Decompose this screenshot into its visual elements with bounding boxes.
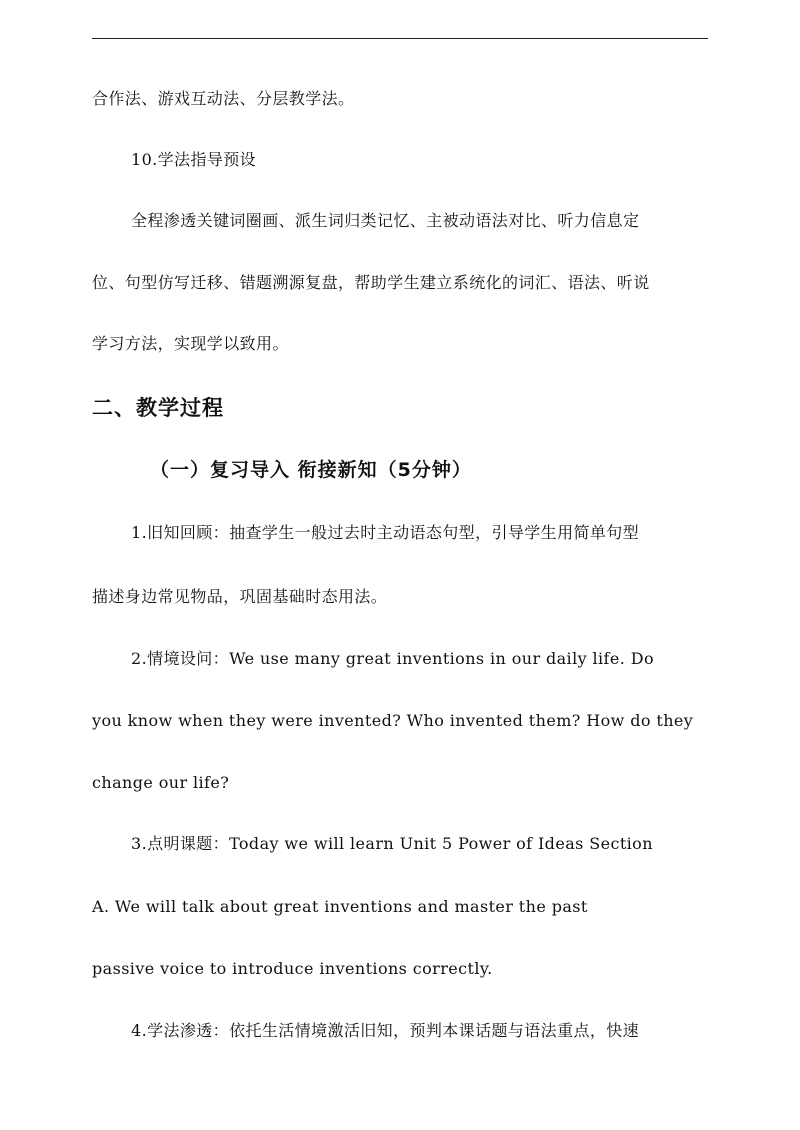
item-3-line-1: 3.点明课题：Today we will learn Unit 5 Power of Ideas Section	[131, 834, 653, 853]
continuation-line: 合作法、游戏互动法、分层教学法。	[92, 89, 355, 108]
section-10-heading: 10.学法指导预设	[131, 150, 257, 169]
section-10-para-line-1: 全程渗透关键词圈画、派生词归类记忆、主被动语法对比、听力信息定	[131, 211, 640, 230]
item-1-line-1: 1.旧知回顾：抽查学生一般过去时主动语态句型，引导学生用简单句型	[131, 523, 640, 542]
item-1-line-2: 描述身边常见物品，巩固基础时态用法。	[92, 587, 388, 606]
part-2-title: 二、教学过程	[92, 396, 224, 420]
item-3-line-3: passive voice to introduce inventions correctly.	[92, 959, 493, 978]
item-2-line-2: you know when they were invented? Who invented them? How do they	[92, 711, 694, 730]
section-10-para-line-2: 位、句型仿写迁移、错题溯源复盘，帮助学生建立系统化的词汇、语法、听说	[92, 273, 650, 292]
item-2-line-1: 2.情境设问：We use many great inventions in our daily life. Do	[131, 649, 654, 668]
item-2-line-3: change our life?	[92, 773, 230, 792]
section-10-para-line-3: 学习方法，实现学以致用。	[92, 334, 289, 353]
item-3-line-2: A. We will talk about great inventions and master the past	[92, 897, 588, 916]
subsection-1-title: （一）复习导入 衔接新知（5分钟）	[150, 459, 472, 481]
header-rule	[92, 38, 708, 39]
item-4-line-1: 4.学法渗透：依托生活情境激活旧知，预判本课话题与语法重点，快速	[131, 1021, 640, 1040]
